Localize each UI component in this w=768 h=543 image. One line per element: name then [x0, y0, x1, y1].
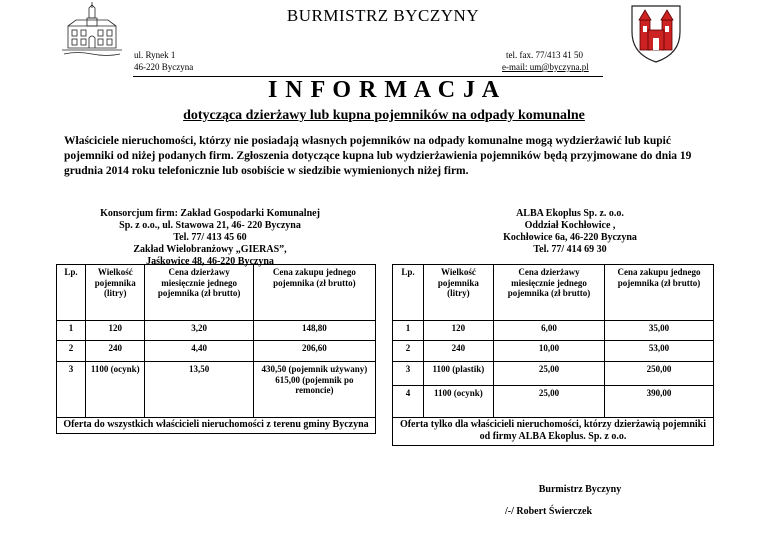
doc-subheading: dotycząca dzierżawy lub kupna pojemników na odpady komunalne — [183, 108, 585, 123]
col-header-lease: Cena dzierżawy miesięcznie jednego pojemnika (zł brutto) — [145, 265, 253, 321]
table-header-row — [57, 265, 376, 321]
row-size: 1100 (plastik) — [423, 362, 493, 386]
row-size: 120 — [86, 321, 145, 341]
col-header-lp: Lp. — [57, 265, 86, 321]
right-firm-line2: Oddział Kochłowice , — [524, 220, 616, 231]
row-size: 240 — [86, 341, 145, 362]
row-size: 1100 (ocynk) — [86, 362, 145, 418]
left-firm-line3: Tel. 77/ 413 45 60 — [173, 232, 247, 243]
table-footer-row — [393, 418, 714, 446]
phone-fax: tel. fax. 77/413 41 50 — [506, 50, 583, 60]
row-lease: 10,00 — [493, 341, 604, 362]
right-firm-line1: ALBA Ekoplus Sp. z. o.o. — [516, 208, 624, 219]
left-firm-line4: Zakład Wielobranżowy „GIERAS”, — [133, 244, 287, 255]
row-buy: 35,00 — [605, 321, 714, 341]
table-footer-row — [57, 418, 376, 434]
row-buy: 430,50 (pojemnik używany) 615,00 (pojemnik po remoncie) — [253, 362, 375, 418]
row-lp: 2 — [57, 341, 86, 362]
col-header-buy: Cena zakupu jednego pojemnika (zł brutto) — [253, 265, 375, 321]
coat-of-arms-icon — [628, 2, 684, 64]
row-lease: 6,00 — [493, 321, 604, 341]
left-offer-note: Oferta do wszystkich właścicieli nieruchomości z terenu gminy Byczyna — [57, 418, 376, 434]
col-header-lease: Cena dzierżawy miesięcznie jednego pojemnika (zł brutto) — [493, 265, 604, 321]
email-link[interactable]: e-mail: um@byczyna.pl — [502, 62, 589, 72]
row-buy: 206,60 — [253, 341, 375, 362]
address-line-1: ul. Rynek 1 — [134, 50, 176, 60]
left-firm-line5: Jaśkowice 48, 46-220 Byczyna — [146, 256, 274, 267]
intro-text: Właściciele nieruchomości, którzy nie posiadają własnych pojemników na odpady komunalne mogą wydzierżawić lub kupić pojemniki od niżej podanych firm. Zgłoszenia dotyczące kupna lub wydzierżawienia pojemników będą przyjmowane do dnia 19 grudnia 2014 roku telefonicznie lub osobiście w siedzibie wymienionych niżej firm. — [64, 135, 692, 177]
row-lease: 13,50 — [145, 362, 253, 418]
header-title: BURMISTRZ BYCZYNY — [286, 6, 480, 25]
doc-heading: I N F O R M A C J A — [267, 77, 501, 103]
col-header-lp: Lp. — [393, 265, 424, 321]
right-firm-info — [470, 208, 670, 256]
row-buy: 390,00 — [605, 386, 714, 418]
table-row — [393, 386, 714, 418]
row-lp: 4 — [393, 386, 424, 418]
table-row — [57, 362, 376, 418]
table-row — [393, 321, 714, 341]
row-lp: 3 — [57, 362, 86, 418]
row-lease: 25,00 — [493, 386, 604, 418]
row-lp: 1 — [57, 321, 86, 341]
table-row — [57, 341, 376, 362]
row-lp: 1 — [393, 321, 424, 341]
table-row — [393, 362, 714, 386]
left-firm-line1: Konsorcjum firm: Zakład Gospodarki Komunalnej — [100, 208, 320, 219]
row-lease: 25,00 — [493, 362, 604, 386]
left-price-table — [56, 264, 376, 434]
left-firm-line2: Sp. z o.o., ul. Stawowa 21, 46- 220 Byczyna — [119, 220, 301, 231]
row-buy: 250,00 — [605, 362, 714, 386]
table-header-row — [393, 265, 714, 321]
col-header-size: Wielkość pojemnika (litry) — [86, 265, 145, 321]
row-size: 240 — [423, 341, 493, 362]
col-header-buy: Cena zakupu jednego pojemnika (zł brutto) — [605, 265, 714, 321]
right-firm-line4: Tel. 77/ 414 69 30 — [533, 244, 607, 255]
col-header-size: Wielkość pojemnika (litry) — [423, 265, 493, 321]
address-line-2: 46-220 Byczyna — [134, 62, 194, 72]
row-buy: 53,00 — [605, 341, 714, 362]
right-price-table — [392, 264, 714, 446]
table-row — [393, 341, 714, 362]
town-hall-icon — [62, 2, 122, 58]
row-lease: 3,20 — [145, 321, 253, 341]
row-size: 1100 (ocynk) — [423, 386, 493, 418]
row-size: 120 — [423, 321, 493, 341]
row-buy: 148,80 — [253, 321, 375, 341]
left-firm-info — [78, 208, 342, 268]
row-lp: 3 — [393, 362, 424, 386]
signature-name: /-/ Robert Świerczek — [505, 506, 593, 517]
signature-title: Burmistrz Byczyny — [538, 484, 622, 495]
right-firm-line3: Kochłowice 6a, 46-220 Byczyna — [503, 232, 637, 243]
table-row — [57, 321, 376, 341]
right-offer-note: Oferta tylko dla właścicieli nieruchomości, którzy dzierżawią pojemniki od firmy ALBA Ekoplus. Sp. z o.o. — [393, 418, 714, 446]
row-lp: 2 — [393, 341, 424, 362]
row-lease: 4,40 — [145, 341, 253, 362]
